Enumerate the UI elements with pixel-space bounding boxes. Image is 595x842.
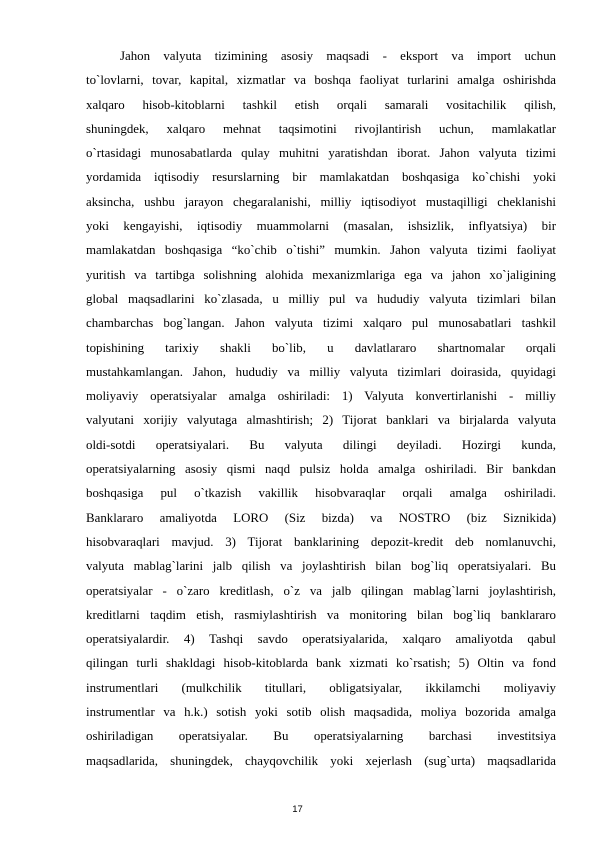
text-line: topishining tarixiy shakli bo`lib, u davlatlararo shartnomalar orqali xyxy=(86,340,556,355)
text-line: operatsiyalarning asosiy qismi naqd pulsiz holda amalga oshiriladi. Bir bankdan xyxy=(86,462,556,477)
text-line: valyuta mablag`larini jalb qilish va joylashtirish bilan bog`liq operatsiyalari. Bu xyxy=(86,559,556,574)
body-paragraph xyxy=(86,44,556,773)
text-line: global maqsadlarini ko`zlasada, u milliy pul va hududiy valyuta tizimlari bilan xyxy=(86,291,556,306)
text-line: qilingan turli shakldagi hisob-kitoblarda bank xizmati ko`rsatish; 5) Oltin va fond xyxy=(86,656,556,671)
text-line: operatsiyalar - o`zaro kreditlash, o`z va jalb qilingan mablag`larni joylashtirish, xyxy=(86,583,556,598)
text-line: chambarchas bog`langan. Jahon valyuta tizimi xalqaro pul munosabatlari tashkil xyxy=(86,316,556,331)
text-line: oldi-sotdi operatsiyalari. Bu valyuta dilingi deyiladi. Hozirgi kunda, xyxy=(86,437,556,452)
text-line: moliyaviy operatsiyalar amalga oshiriladi: 1) Valyuta konvertirlanishi - milliy xyxy=(86,389,556,404)
text-line: kreditlarni taqdim etish, rasmiylashtirish va monitoring bilan bog`liq banklararo xyxy=(86,607,556,622)
text-line: yuritish va tartibga solishning alohida mexanizmlariga ega va jahon xo`jaligining xyxy=(86,267,556,282)
text-line: yoki kengayishi, iqtisodiy muammolarni (masalan, ishsizlik, inflyatsiya) bir xyxy=(86,219,556,234)
text-line: yordamida iqtisodiy resurslarning bir mamlakatdan boshqasiga ko`chishi yoki xyxy=(86,170,556,185)
text-line: shuningdek, xalqaro mehnat taqsimotini rivojlantirish uchun, mamlakatlar xyxy=(86,121,556,136)
text-line: xalqaro hisob-kitoblarni tashkil etish orqali samarali vositachilik qilish, xyxy=(86,97,556,112)
text-line: oshiriladigan operatsiyalar. Bu operatsiyalarning barchasi investitsiya xyxy=(86,729,556,744)
text-line: mamlakatdan boshqasiga “ko`chib o`tishi” mumkin. Jahon valyuta tizimi faoliyat xyxy=(86,243,556,258)
text-line: mustahkamlangan. Jahon, hududiy va milliy valyuta tizimlari doirasida, quyidagi xyxy=(86,364,556,379)
text-line: Jahon valyuta tizimining asosiy maqsadi - eksport va import uchun xyxy=(120,49,556,63)
text-line: instrumentlari (mulkchilik titullari, obligatsiyalar, ikkilamchi moliyaviy xyxy=(86,680,556,695)
text-line: valyutani xorijiy valyutaga almashtirish; 2) Tijorat banklari va birjalarda valyuta xyxy=(86,413,556,428)
text-line: instrumentlar va h.k.) sotish yoki sotib olish maqsadida, moliya bozorida amalga xyxy=(86,705,556,720)
page-number: 17 xyxy=(292,804,303,815)
text-line: hisobvaraqlari mavjud. 3) Tijorat banklarining depozit-kredit deb nomlanuvchi, xyxy=(86,534,556,549)
text-line: aksincha, ushbu jarayon chegaralanishi, milliy iqtisodiyot mustaqilligi cheklanishi xyxy=(86,194,556,209)
text-line: operatsiyalardir. 4) Tashqi savdo operatsiyalarida, xalqaro amaliyotda qabul xyxy=(86,632,556,647)
text-line: maqsadlarida, shuningdek, chayqovchilik yoki xejerlash (sug`urta) maqsadlarida xyxy=(86,753,556,768)
text-line: o`rtasidagi munosabatlarda qulay muhitni yaratishdan iborat. Jahon valyuta tizimi xyxy=(86,146,556,161)
text-line: boshqasiga pul o`tkazish vakillik hisobvaraqlar orqali amalga oshiriladi. xyxy=(86,486,556,501)
text-line: to`lovlarni, tovar, kapital, xizmatlar va boshqa faoliyat turlarini amalga oshirishda xyxy=(86,73,556,88)
text-line: Banklararo amaliyotda LORO (Siz bizda) va NOSTRO (biz Siznikida) xyxy=(86,510,556,525)
